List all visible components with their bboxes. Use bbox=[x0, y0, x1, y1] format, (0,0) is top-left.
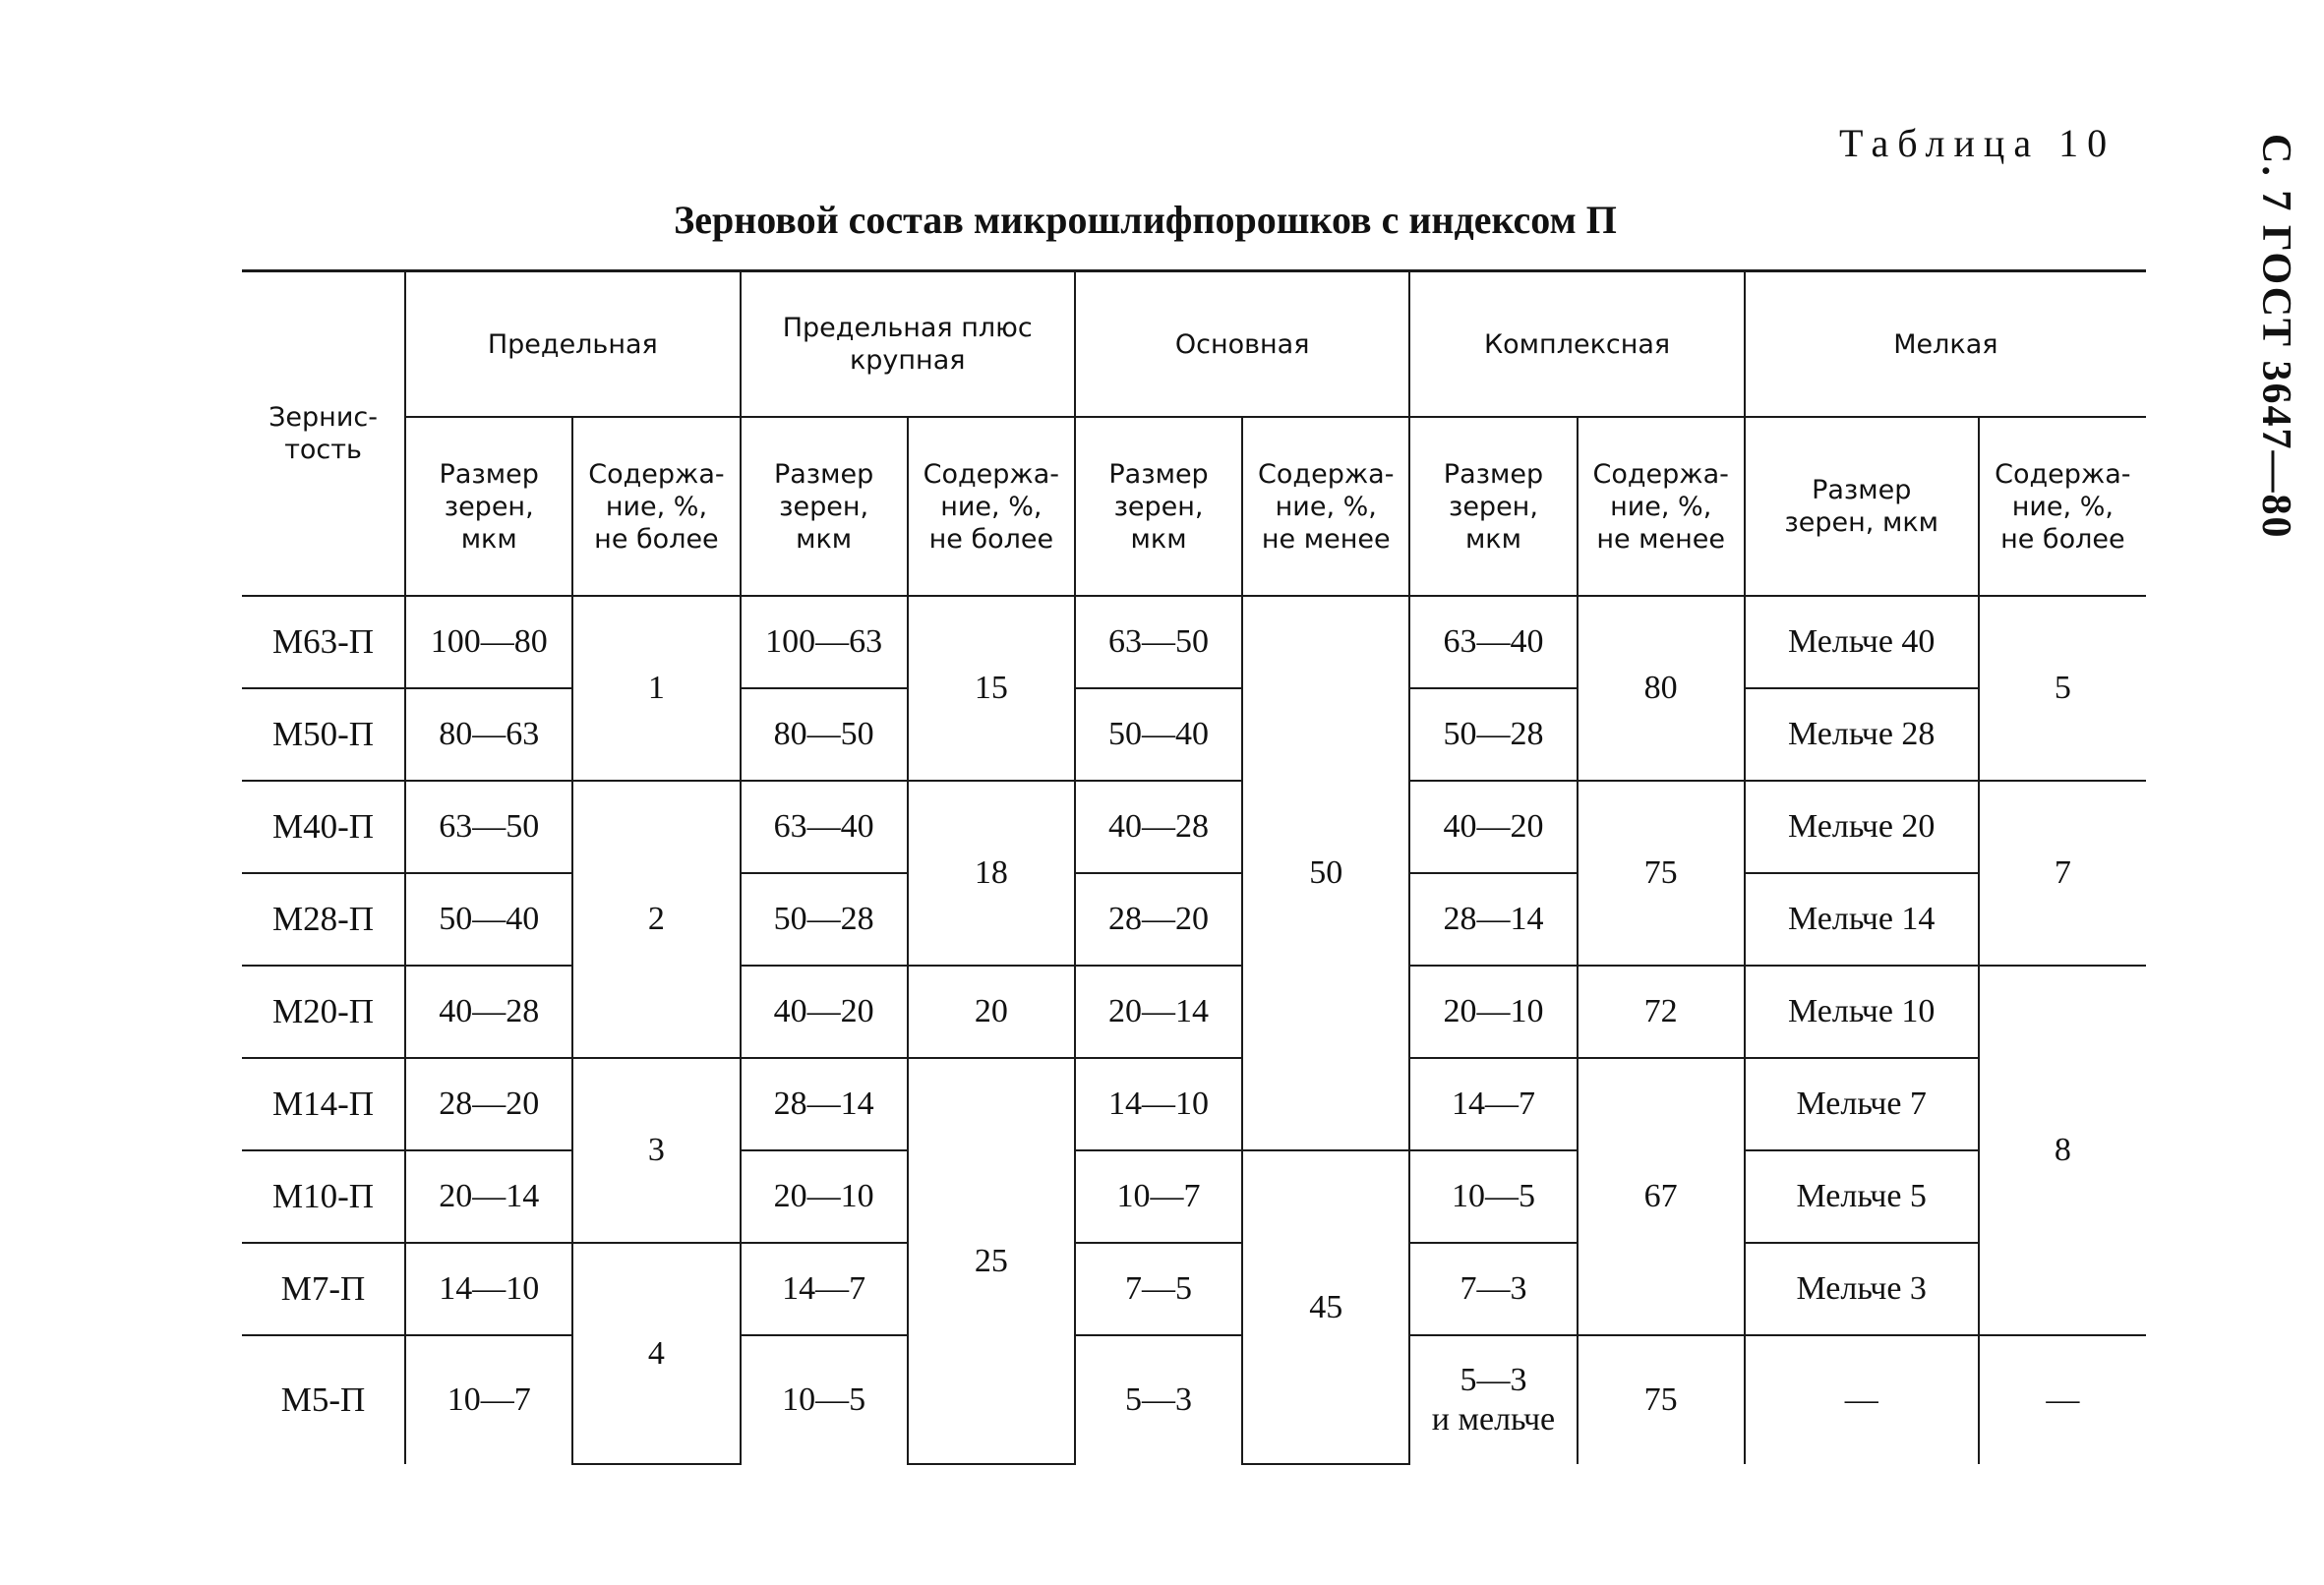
complex-pct-cell: 80 bbox=[1578, 596, 1745, 781]
grain-composition-table bbox=[242, 269, 2146, 1465]
grit-cell: М14-П bbox=[242, 1058, 405, 1150]
complex-size-cell: 10—5 bbox=[1409, 1150, 1577, 1243]
limit-pct-cell: 1 bbox=[572, 596, 740, 781]
header-plus-size: Размер зерен, мкм bbox=[741, 417, 908, 596]
complex-pct-cell: 72 bbox=[1578, 966, 1745, 1058]
fine-size-cell: Мельче 20 bbox=[1745, 781, 1979, 873]
table-row bbox=[242, 781, 2146, 873]
main-size-cell: 14—10 bbox=[1075, 1058, 1242, 1150]
header-complex-size: Размер зерен, мкм bbox=[1409, 417, 1577, 596]
header-limit-pct: Содержа-ние, %, не более bbox=[572, 417, 740, 596]
fine-size-cell: Мельче 40 bbox=[1745, 596, 1979, 688]
fine-size-cell: Мельче 5 bbox=[1745, 1150, 1979, 1243]
plus-pct-cell: 18 bbox=[908, 781, 1075, 966]
header-main-pct: Содержа-ние, %, не менее bbox=[1242, 417, 1409, 596]
grit-cell: М7-П bbox=[242, 1243, 405, 1335]
grit-cell: М50-П bbox=[242, 688, 405, 781]
limit-size-cell: 50—40 bbox=[405, 873, 572, 966]
main-size-cell: 63—50 bbox=[1075, 596, 1242, 688]
table-header bbox=[242, 271, 2146, 597]
plus-size-cell: 20—10 bbox=[741, 1150, 908, 1243]
header-grit: Зернис-тость bbox=[242, 271, 405, 597]
fine-pct-cell: 8 bbox=[1979, 966, 2146, 1335]
limit-size-cell: 10—7 bbox=[405, 1335, 572, 1464]
header-group-limit-plus-coarse: Предельная плюс крупная bbox=[741, 271, 1075, 418]
complex-size-cell: 20—10 bbox=[1409, 966, 1577, 1058]
limit-size-cell: 80—63 bbox=[405, 688, 572, 781]
table-body bbox=[242, 596, 2146, 1464]
header-main-size: Размер зерен, мкм bbox=[1075, 417, 1242, 596]
header-group-limit: Предельная bbox=[405, 271, 740, 418]
table-row bbox=[242, 1335, 2146, 1464]
complex-size-cell: 63—40 bbox=[1409, 596, 1577, 688]
table-title-text: Зерновой состав микрошлифпорошков с индексом П bbox=[674, 198, 1617, 242]
complex-size-line-2: и мельче bbox=[1431, 1401, 1556, 1438]
plus-size-cell: 14—7 bbox=[741, 1243, 908, 1335]
limit-size-cell: 100—80 bbox=[405, 596, 572, 688]
fine-size-cell: Мельче 3 bbox=[1745, 1243, 1979, 1335]
header-group-fine: Мелкая bbox=[1745, 271, 2146, 418]
main-size-cell: 28—20 bbox=[1075, 873, 1242, 966]
header-row-groups bbox=[242, 271, 2146, 418]
limit-size-cell: 63—50 bbox=[405, 781, 572, 873]
plus-size-cell: 80—50 bbox=[741, 688, 908, 781]
table-row bbox=[242, 873, 2146, 966]
complex-pct-cell: 67 bbox=[1578, 1058, 1745, 1335]
fine-size-cell: Мельче 14 bbox=[1745, 873, 1979, 966]
table-row bbox=[242, 1058, 2146, 1150]
complex-pct-cell: 75 bbox=[1578, 1335, 1745, 1464]
table-row bbox=[242, 1150, 2146, 1243]
table-row bbox=[242, 596, 2146, 688]
limit-size-cell: 14—10 bbox=[405, 1243, 572, 1335]
plus-size-cell: 100—63 bbox=[741, 596, 908, 688]
complex-size-cell: 7—3 bbox=[1409, 1243, 1577, 1335]
main-pct-cell: 45 bbox=[1242, 1150, 1409, 1464]
fine-size-cell: Мельче 7 bbox=[1745, 1058, 1979, 1150]
complex-size-cell: 40—20 bbox=[1409, 781, 1577, 873]
limit-pct-cell: 3 bbox=[572, 1058, 740, 1243]
complex-size-cell: 50—28 bbox=[1409, 688, 1577, 781]
header-fine-pct: Содержа-ние, %, не более bbox=[1979, 417, 2146, 596]
plus-size-cell: 10—5 bbox=[741, 1335, 908, 1464]
main-size-cell: 10—7 bbox=[1075, 1150, 1242, 1243]
main-pct-cell: 50 bbox=[1242, 596, 1409, 1150]
table-row bbox=[242, 688, 2146, 781]
main-size-cell: 7—5 bbox=[1075, 1243, 1242, 1335]
fine-pct-cell: — bbox=[1979, 1335, 2146, 1464]
header-group-complex: Комплексная bbox=[1409, 271, 1744, 418]
plus-size-cell: 50—28 bbox=[741, 873, 908, 966]
complex-size-cell: 14—7 bbox=[1409, 1058, 1577, 1150]
limit-size-cell: 20—14 bbox=[405, 1150, 572, 1243]
complex-pct-cell: 75 bbox=[1578, 781, 1745, 966]
page-running-header: С. 7 ГОСТ 3647—80 bbox=[2253, 134, 2298, 540]
main-size-cell: 20—14 bbox=[1075, 966, 1242, 1058]
table-row bbox=[242, 966, 2146, 1058]
plus-pct-cell: 15 bbox=[908, 596, 1075, 781]
grit-cell: М63-П bbox=[242, 596, 405, 688]
header-limit-size: Размер зерен, мкм bbox=[405, 417, 572, 596]
fine-size-cell: Мельче 10 bbox=[1745, 966, 1979, 1058]
grit-cell: М28-П bbox=[242, 873, 405, 966]
complex-size-multiline bbox=[1432, 1361, 1555, 1439]
limit-pct-cell: 2 bbox=[572, 781, 740, 1058]
limit-size-cell: 40—28 bbox=[405, 966, 572, 1058]
plus-size-cell: 63—40 bbox=[741, 781, 908, 873]
grit-cell: М5-П bbox=[242, 1335, 405, 1464]
table-row bbox=[242, 1243, 2146, 1335]
header-row-subcolumns bbox=[242, 417, 2146, 596]
limit-size-cell: 28—20 bbox=[405, 1058, 572, 1150]
main-size-cell: 5—3 bbox=[1075, 1335, 1242, 1464]
plus-pct-cell: 20 bbox=[908, 966, 1075, 1058]
complex-size-cell bbox=[1409, 1335, 1577, 1464]
limit-pct-cell: 4 bbox=[572, 1243, 740, 1464]
complex-size-cell: 28—14 bbox=[1409, 873, 1577, 966]
main-size-cell: 40—28 bbox=[1075, 781, 1242, 873]
table-number-label: Таблица 10 bbox=[1839, 121, 2116, 165]
header-fine-size: Размер зерен, мкм bbox=[1745, 417, 1979, 596]
plus-size-cell: 40—20 bbox=[741, 966, 908, 1058]
plus-pct-cell: 25 bbox=[908, 1058, 1075, 1464]
header-complex-pct: Содержа-ние, %, не менее bbox=[1578, 417, 1745, 596]
header-plus-pct: Содержа-ние, %, не более bbox=[908, 417, 1075, 596]
table-title bbox=[0, 197, 2324, 243]
grit-cell: М20-П bbox=[242, 966, 405, 1058]
fine-pct-cell: 5 bbox=[1979, 596, 2146, 781]
header-group-main: Основная bbox=[1075, 271, 1409, 418]
complex-size-line-1: 5—3 bbox=[1460, 1362, 1527, 1398]
fine-size-cell: Мельче 28 bbox=[1745, 688, 1979, 781]
grit-cell: М10-П bbox=[242, 1150, 405, 1243]
grit-cell: М40-П bbox=[242, 781, 405, 873]
plus-size-cell: 28—14 bbox=[741, 1058, 908, 1150]
main-size-cell: 50—40 bbox=[1075, 688, 1242, 781]
fine-size-cell: — bbox=[1745, 1335, 1979, 1464]
fine-pct-cell: 7 bbox=[1979, 781, 2146, 966]
